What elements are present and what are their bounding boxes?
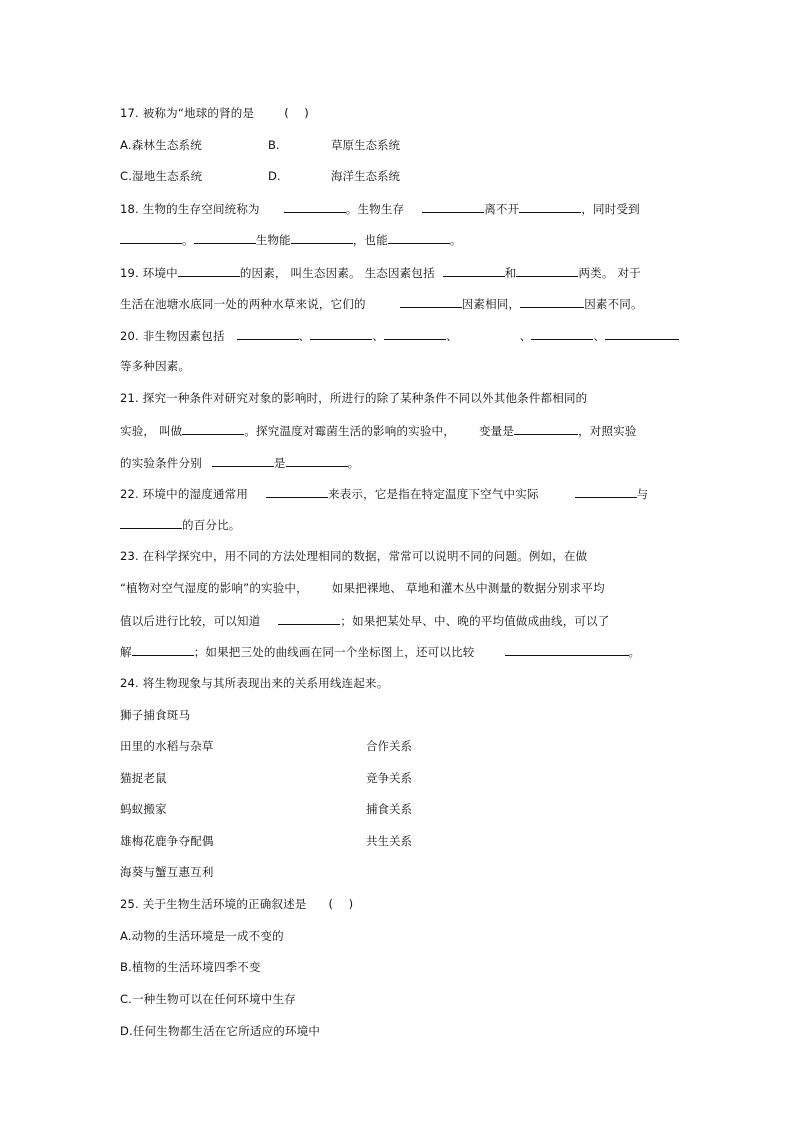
- q21-text-5: ，对照实验: [578, 424, 637, 438]
- q18-text-2: 。生物生存: [345, 202, 405, 216]
- q22-text-3: 与: [636, 487, 649, 501]
- q21-line3: [120, 455, 359, 470]
- q22-line1: [120, 486, 648, 501]
- q18-blank-3[interactable]: [519, 201, 581, 213]
- q19-blank-3[interactable]: [516, 265, 578, 277]
- q19-blank-2[interactable]: [443, 265, 505, 277]
- q25-stem: [120, 897, 353, 911]
- q19-blank-1[interactable]: [178, 265, 240, 277]
- q24-right-item-2: 竞争关系: [366, 771, 412, 785]
- q20-blank-2[interactable]: [310, 328, 372, 340]
- q18-line2: [120, 232, 462, 247]
- q24-left-item-6: 海葵与蟹互惠互利: [120, 865, 214, 879]
- q23-text-6: 解: [120, 645, 132, 659]
- q21-blank-1[interactable]: [182, 423, 244, 435]
- q19-line1: [120, 265, 641, 280]
- q19-line2: [120, 296, 643, 311]
- q19-blank-4[interactable]: [400, 296, 462, 308]
- q19-text-2: 的因素， 叫生态因素。 生态因素包括: [239, 266, 435, 280]
- q20-sep-2: 、: [372, 329, 385, 343]
- q23-text-5: ；如果把某处早、中、晚的平均值做成曲线，可以了: [340, 614, 610, 628]
- q21-line1: 21. 探究一种条件对研究对象的影响时，所进行的除了某种条件不同以外其他条件都相同的: [120, 391, 588, 405]
- q25-option-a: A.动物的生活环境是一成不变的: [120, 929, 284, 943]
- q25-option-c: C.一种生物可以在任何环境中生存: [120, 992, 296, 1006]
- q22-text-1: 22. 环境中的湿度通常用: [120, 487, 249, 501]
- q24-left-item-5: 雄梅花鹿争夺配偶: [120, 834, 214, 848]
- q21-text-3: 。探究温度对霉菌生活的影响的实验中，: [244, 424, 455, 438]
- q18-blank-5[interactable]: [194, 232, 256, 244]
- q19-text-4: 两类。 对于: [578, 266, 641, 280]
- q18-text-3: 离不开: [484, 202, 520, 216]
- q23-text-7: ；如果把三处的曲线画在同一个坐标图上，还可以比较: [193, 645, 475, 659]
- q19-text-1: 19. 环境中: [120, 266, 178, 280]
- q18-blank-4[interactable]: [120, 232, 182, 244]
- q24-stem: 24. 将生物现象与其所表现出来的关系用线连起来。: [120, 676, 389, 690]
- q20-line2: 等多种因素。: [120, 359, 191, 373]
- q17-stem-text: 17. 被称为“地球的肾的是: [120, 106, 255, 120]
- q22-blank-2[interactable]: [575, 486, 637, 498]
- q24-left-item-3: 猫捉老鼠: [120, 771, 167, 785]
- q18-text-8: 。: [449, 233, 462, 247]
- q22-text-4: 的百分比。: [182, 518, 241, 532]
- q22-blank-3[interactable]: [120, 517, 182, 529]
- q25-answer-paren: ( ): [328, 897, 354, 911]
- q17-option-d-text: 海洋生态系统: [331, 169, 400, 183]
- q20-sep-5: 、: [593, 329, 606, 343]
- q20-text-1: 20. 非生物因素包括: [120, 329, 225, 343]
- q21-text-4: 变量是: [478, 424, 515, 438]
- q20-blank-4[interactable]: [531, 328, 593, 340]
- q22-blank-1[interactable]: [266, 486, 328, 498]
- q20-blank-3[interactable]: [384, 328, 446, 340]
- q21-text-2: 实验， 叫做: [120, 424, 183, 438]
- q24-right-item-1: 合作关系: [366, 739, 412, 753]
- q18-blank-2[interactable]: [422, 201, 484, 213]
- q21-line2: [120, 423, 637, 438]
- q23-line4: [120, 644, 640, 659]
- q18-text-7: ，也能: [352, 233, 388, 247]
- q18-blank-1[interactable]: [284, 201, 346, 213]
- q24-right-item-3: 捕食关系: [366, 802, 412, 816]
- q17-stem: [120, 106, 309, 120]
- q25-option-b: B.植物的生活环境四季不变: [120, 960, 261, 974]
- q23-line1: 23. 在科学探究中，用不同的方法处理相同的数据，常常可以说明不同的问题。例如，在做: [120, 549, 588, 563]
- q20-sep-3: 、: [446, 329, 458, 343]
- q17-answer-paren: ( ): [284, 106, 309, 120]
- q22-line2: [120, 517, 241, 532]
- q17-option-b-label: B.: [268, 138, 280, 152]
- q23-line3: [120, 613, 610, 628]
- q23-text-3: 如果把裸地、 草地和灌木丛中测量的数据分别求平均: [331, 581, 605, 595]
- q18-text-5: 。: [182, 233, 194, 247]
- q24-right-item-4: 共生关系: [366, 834, 412, 848]
- q19-blank-5[interactable]: [520, 296, 584, 308]
- q25-option-d: D.任何生物都生活在它所适应的环境中: [120, 1024, 321, 1038]
- q18-text-6: 生物能: [255, 233, 291, 247]
- q18-blank-6[interactable]: [291, 232, 353, 244]
- q21-text-6: 的实验条件分别: [120, 456, 202, 470]
- q19-text-6: 因素相同，: [461, 297, 521, 311]
- q24-left-item-4: 蚂蚁搬家: [120, 802, 167, 816]
- q24-left-item-2: 田里的水稻与杂草: [120, 739, 214, 753]
- q17-option-a: A.森林生态系统: [120, 138, 202, 152]
- q19-text-5: 生活在池塘水底同一处的两种水草来说，它们的: [120, 297, 366, 311]
- q21-blank-2[interactable]: [514, 423, 578, 435]
- q17-option-c: C.湿地生态系统: [120, 169, 203, 183]
- q21-text-7: 是: [273, 456, 286, 470]
- q20-blank-1[interactable]: [237, 328, 299, 340]
- q17-option-b-text: 草原生态系统: [331, 138, 400, 152]
- q20-blank-5[interactable]: [605, 328, 679, 340]
- q19-text-3: 和: [504, 266, 517, 280]
- q18-text-4: ，同时受到: [581, 202, 640, 216]
- q20-sep-1: 、: [298, 329, 311, 343]
- q23-line2: [120, 581, 605, 595]
- q25-stem-text: 25. 关于生物生活环境的正确叙述是: [120, 897, 307, 911]
- q23-blank-2[interactable]: [132, 644, 194, 656]
- q18-line1: [120, 201, 640, 216]
- q23-text-2: “植物对空气湿度的影响”的实验中，: [120, 581, 308, 595]
- q24-left-item-1: 狮子捕食斑马: [120, 708, 191, 722]
- q20-sep-4: 、: [519, 329, 532, 343]
- q19-text-7: 因素不同。: [584, 297, 643, 311]
- q23-text-8: 。: [628, 645, 641, 659]
- q22-text-2: 来表示，它是指在特定温度下空气中实际: [328, 487, 539, 501]
- q18-blank-7[interactable]: [388, 232, 450, 244]
- q21-blank-4[interactable]: [286, 455, 348, 467]
- q21-text-8: 。: [347, 456, 360, 470]
- q18-text-1: 18. 生物的生存空间统称为: [120, 202, 260, 216]
- q23-blank-1[interactable]: [278, 613, 340, 625]
- q23-text-4: 值以后进行比较，可以知道: [120, 614, 261, 628]
- q17-option-d-label: D.: [268, 169, 281, 183]
- q21-blank-3[interactable]: [212, 455, 274, 467]
- q20-line1: [120, 328, 679, 343]
- q23-blank-3[interactable]: [505, 644, 629, 656]
